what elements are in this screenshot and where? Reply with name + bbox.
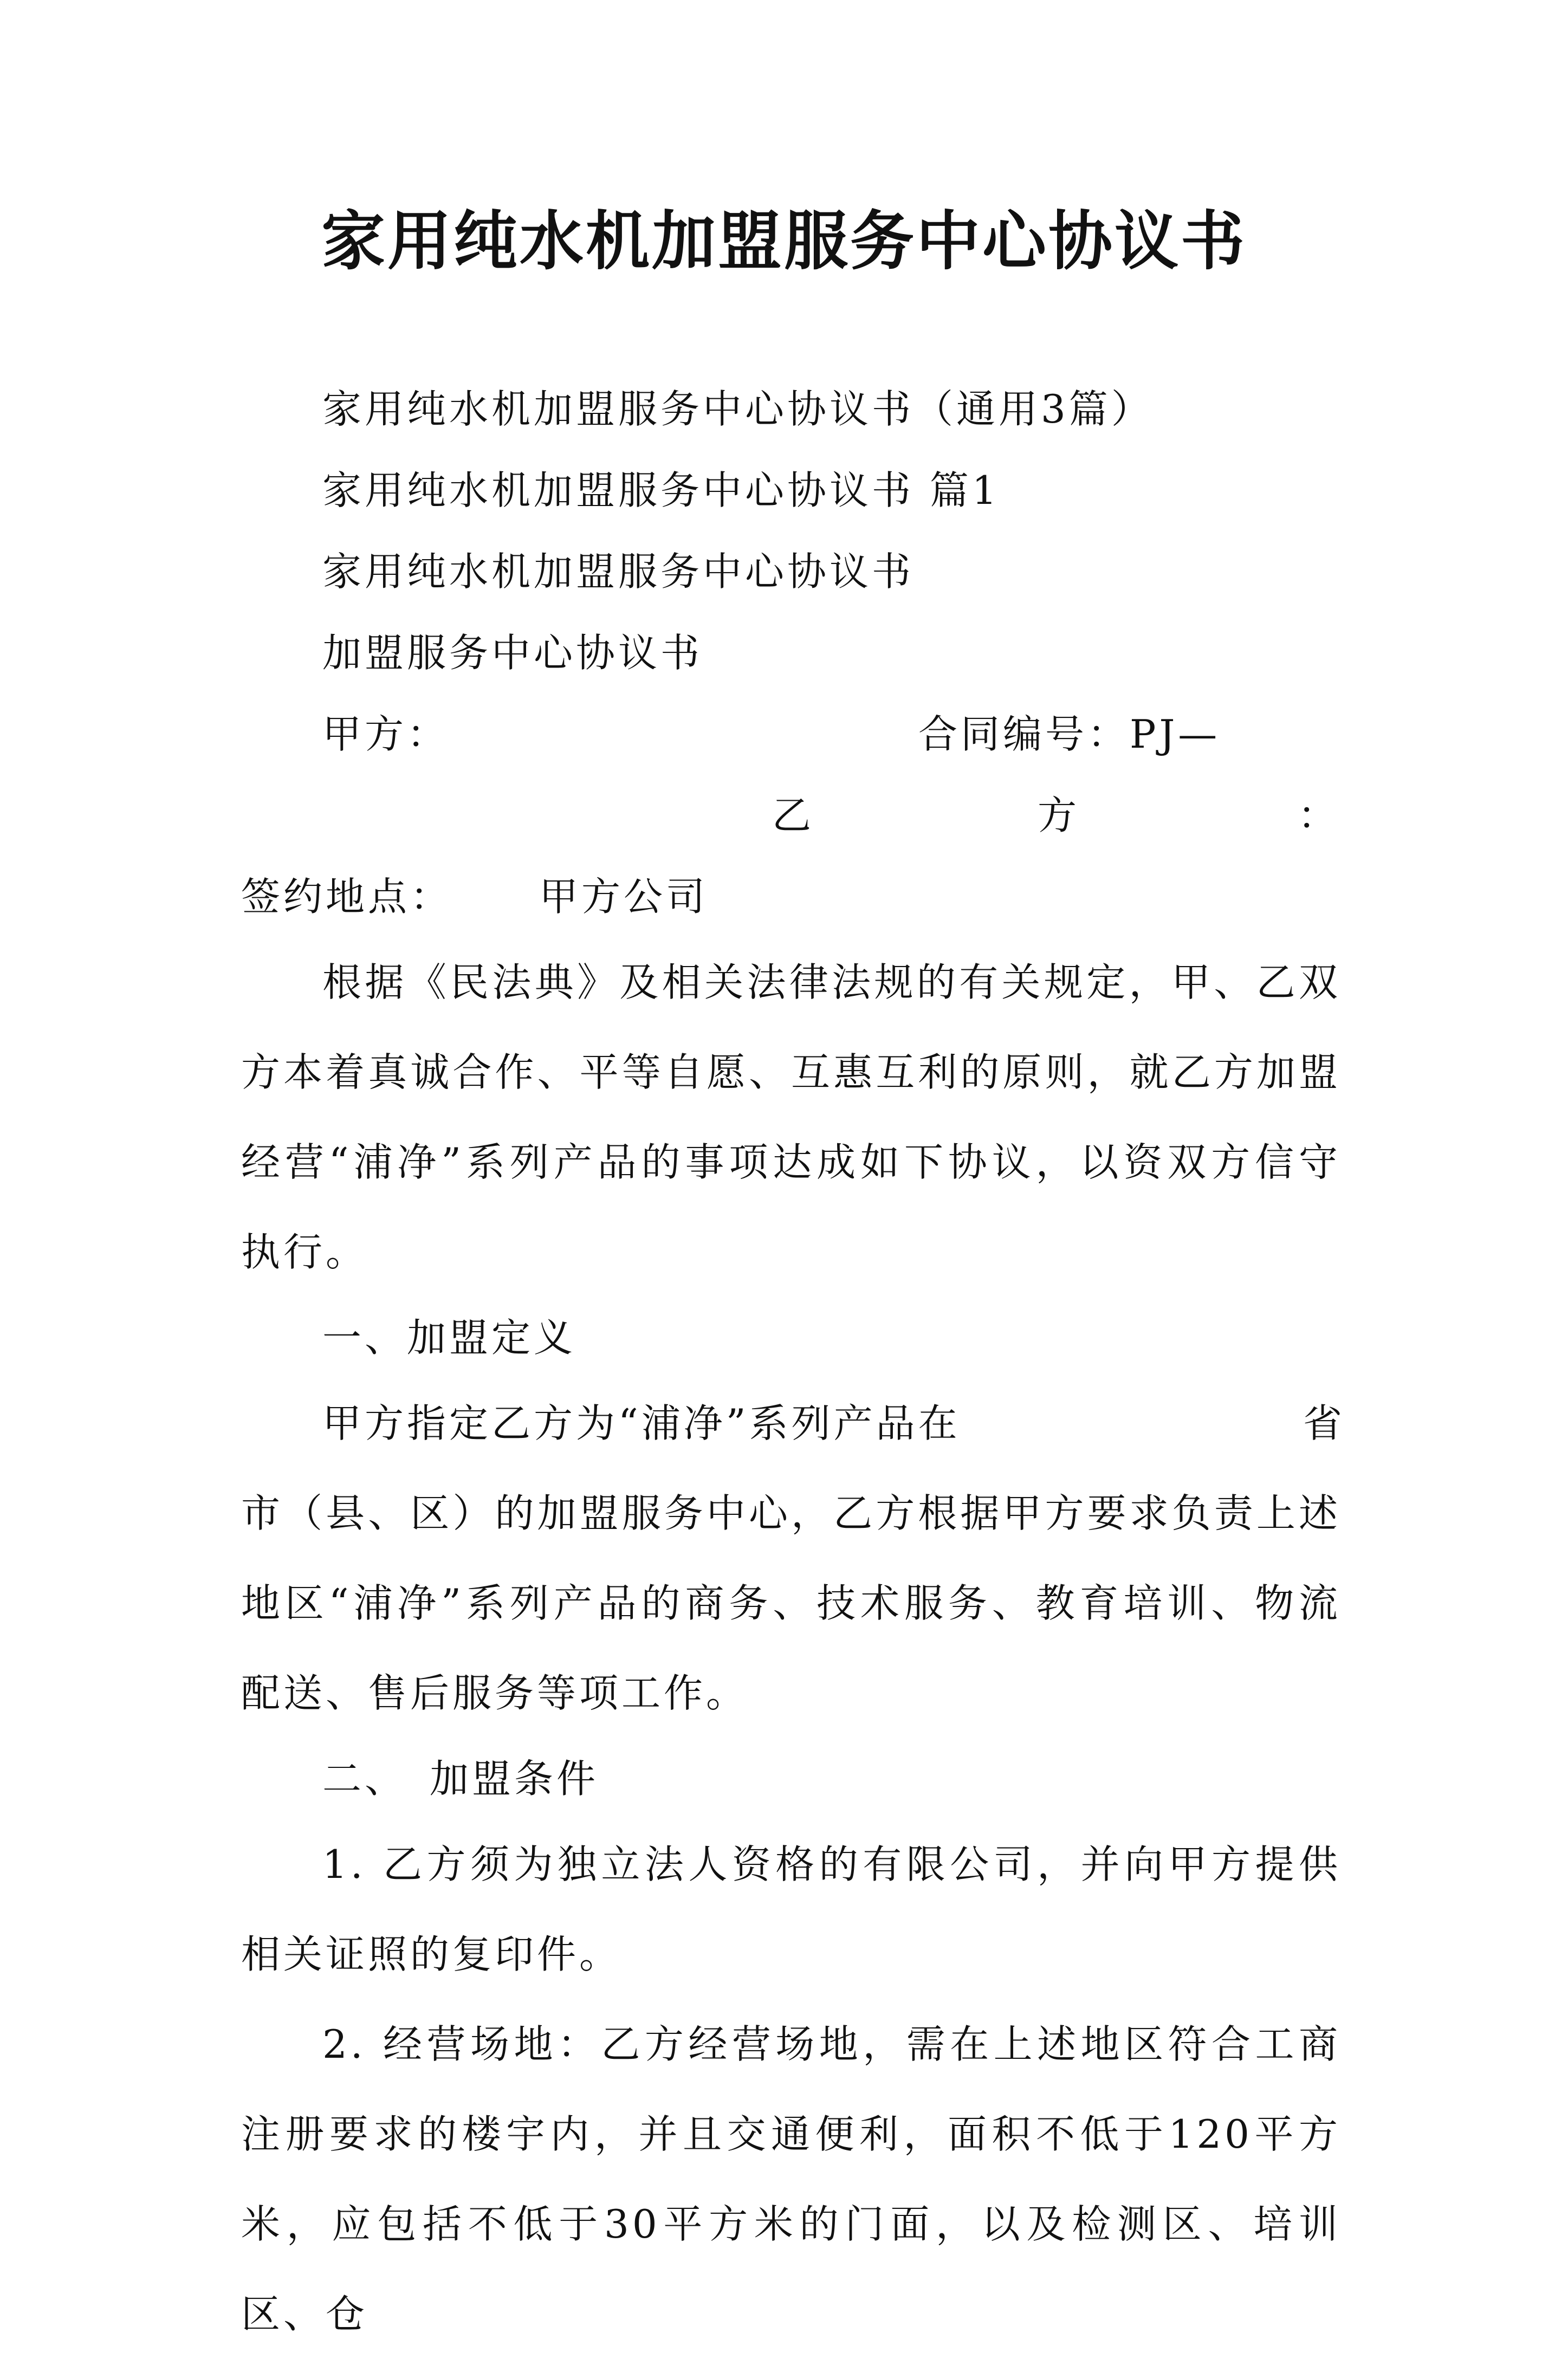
party-a-label: 甲方：	[322, 711, 450, 757]
agreement-subheading: 加盟服务中心协议书	[322, 630, 703, 676]
signing-location-label: 签约地点：	[241, 874, 453, 919]
definition-text-start: 甲方指定乙方为“浦净”系列产品在	[322, 1401, 961, 1446]
party-b-row	[241, 775, 1341, 856]
contract-number-label: 合同编号：PJ—	[918, 711, 1221, 757]
condition-item-1: 1. 乙方须为独立法人资格的有限公司，并向甲方提供相关证照的复印件。	[241, 1842, 1341, 1977]
document-title: 家用纯水机加盟服务中心协议书	[321, 203, 1247, 278]
signing-location-row	[241, 856, 1341, 937]
section-1-title: 一、加盟定义	[322, 1315, 576, 1360]
intro-paragraph: 根据《民法典》及相关法律法规的有关规定，甲、乙双方本着真诚合作、平等自愿、互惠互利的原则，就乙方加盟经营“浦净”系列产品的事项达成如下协议，以资双方信守执行。	[241, 960, 1341, 1275]
definition-province: 省	[1303, 1401, 1346, 1446]
chapter-heading: 家用纯水机加盟服务中心协议书 篇1	[322, 468, 1000, 513]
document-body	[241, 368, 1346, 2359]
section-2-title: 二、 加盟条件	[322, 1756, 599, 1801]
definition-paragraph: 市（县、区）的加盟服务中心，乙方根据甲方要求负责上述地区“浦净”系列产品的商务、技术服务、教育培训、物流配送、售后服务等项工作。	[241, 1490, 1341, 1716]
definition-first-line	[241, 1378, 1346, 1468]
party-b-char-2: 方	[1038, 793, 1080, 838]
party-a-row	[241, 694, 1341, 775]
subtitle-line: 家用纯水机加盟服务中心协议书（通用3篇）	[322, 386, 1154, 432]
condition-item-2: 2. 经营场地：乙方经营场地，需在上述地区符合工商注册要求的楼宇内，并且交通便利，面积不低于120平方米，应包括不低于30平方米的门面，以及检测区、培训区、仓	[241, 2021, 1341, 2337]
party-b-colon: ：	[1298, 793, 1340, 838]
signing-location-value: 甲方公司	[539, 874, 709, 919]
agreement-heading: 家用纯水机加盟服务中心协议书	[322, 549, 915, 594]
party-b-char-1: 乙	[772, 793, 815, 838]
